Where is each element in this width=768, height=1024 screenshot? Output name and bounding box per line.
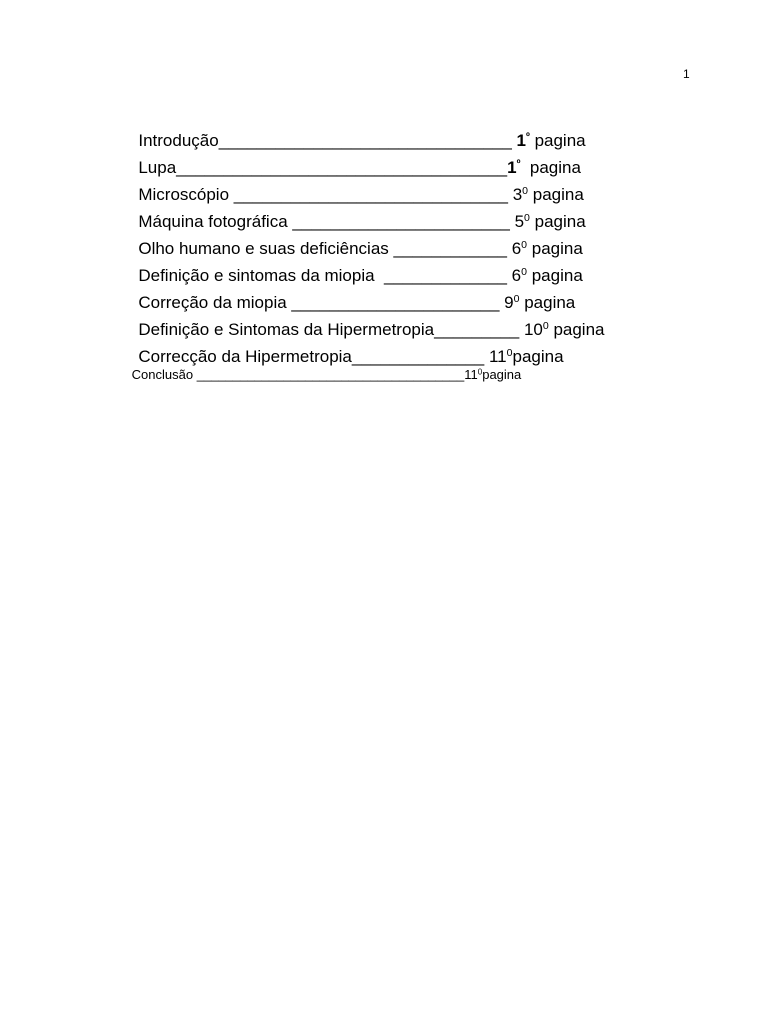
toc-entry-ordinal-mark: º [525,131,530,144]
toc-entry-page-number: 1 [507,158,517,177]
toc-entry-page-word: pagina [529,131,586,150]
toc-entry-page-word: pagina [527,239,583,258]
toc-entry-title: Definição e sintomas da miopia [138,266,375,285]
toc-entry-page-word: pagina [482,367,522,382]
toc-entry-page-number: 6 [511,266,522,285]
toc-entry-leader: ___________________________________ [176,158,508,177]
toc-entry-leader: ____________ [388,239,512,258]
toc-entry-page-ref [524,320,549,339]
toc-entry-page-ref [464,367,482,382]
toc-entry-ordinal-mark: 0 [506,347,513,360]
toc-entry-title: Máquina fotográfica [138,212,288,231]
toc-entry-title: Olho humano e suas deficiências [138,239,389,258]
toc-entry-ordinal-mark: 0 [477,367,483,377]
toc-entry-ordinal-mark: 0 [513,293,520,306]
toc-entry-leader: _________ [434,320,524,339]
toc-entry-ordinal-mark: 0 [542,320,549,333]
toc-entry-page-ref [504,293,519,312]
toc-entry-leader: _______________________________ [218,131,517,150]
toc-entry-page-number: 5 [514,212,525,231]
toc-entry-ordinal-mark: 0 [524,212,530,225]
toc-entry-page-ref [512,266,527,285]
table-of-contents [110,100,670,382]
toc-entry-page-number: 1 [516,131,526,150]
toc-entry-ordinal-mark: º [516,158,521,171]
toc-entry-page-word: pagina [529,212,586,231]
toc-entry-ordinal-mark: 0 [522,185,529,198]
toc-entry [110,100,670,150]
toc-entry-page-number: 11 [488,347,507,366]
page-number: 1 [683,67,690,81]
toc-entry-page-number: 10 [523,320,543,339]
toc-entry-title: Microscópio [138,185,230,204]
toc-entry-leader: _____________________________ [229,185,513,204]
toc-entry-page-number: 11 [464,367,478,382]
toc-entry-leader: _______________________ [287,212,515,231]
toc-entry-page-word: pagina [527,266,583,285]
toc-entry-title: Lupa [138,158,177,177]
toc-entry-page-ref [517,131,530,150]
toc-entry-leader: ______________ [351,347,489,366]
toc-entry-title: Correcção da Hipermetropia [138,347,352,366]
toc-entry-title: Correção da miopia [138,293,287,312]
toc-entry-title: Introdução [138,131,219,150]
toc-entry-leader: _____________ [374,266,512,285]
toc-entry-leader: _____________________________________ [193,367,465,382]
toc-entry-page-ref [513,185,528,204]
toc-entry-page-ref [515,212,530,231]
toc-entry-page-ref [512,239,527,258]
toc-entry-page-ref [489,347,513,366]
toc-entry-page-number: 9 [504,293,514,312]
toc-entry-title: Definição e Sintomas da Hipermetropia [138,320,435,339]
toc-entry-page-word: pagina [520,158,581,177]
toc-entry-page-number: 3 [512,185,523,204]
toc-entry-page-word: pagina [548,320,605,339]
toc-entry-page-word: pagina [528,185,584,204]
toc-entry-title: Conclusão [131,367,194,382]
toc-entry-page-number: 6 [511,239,522,258]
toc-entry-ordinal-mark: 0 [521,239,528,252]
toc-entry-page-word: pagina [519,293,576,312]
toc-entry-page-word: pagina [512,347,564,366]
toc-entry-leader: ______________________ [286,293,505,312]
toc-entry-ordinal-mark: 0 [521,266,527,279]
toc-entry-page-ref [507,158,520,177]
